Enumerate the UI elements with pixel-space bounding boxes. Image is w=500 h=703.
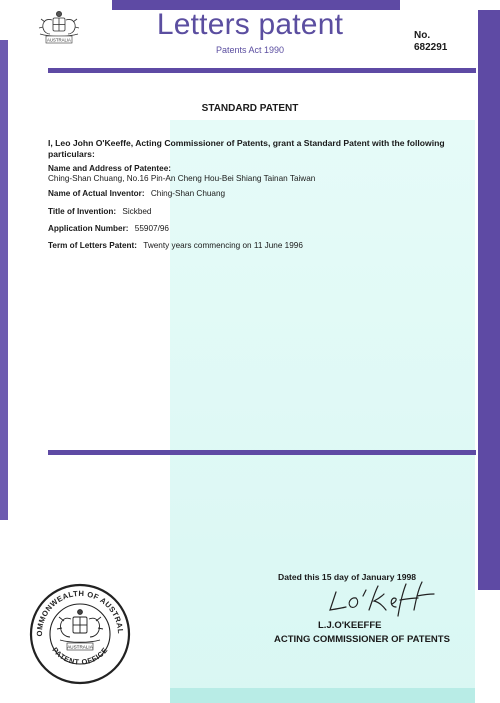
field-inventor-label: Name of Actual Inventor: [48,189,145,198]
field-inventor [48,189,478,199]
right-border-bar [478,10,500,590]
seal-top-text: OMMONWEALTH OF AUSTRAL [34,588,126,637]
bottom-tint-band [170,688,475,703]
patent-number-value: 682291 [414,42,448,53]
date-line: Dated this 15 day of January 1998 [278,572,417,582]
document-subtitle: Patents Act 1990 [215,45,285,55]
field-patentee-value: Ching-Shan Chuang, No.16 Pin-An Cheng Hou-Bei Shiang Tainan Taiwan [48,174,316,183]
field-term-value: Twenty years commencing on 11 June 1996 [143,241,303,250]
field-inventor-value: Ching-Shan Chuang [150,189,226,198]
field-application-number [48,224,478,234]
patent-type-heading: STANDARD PATENT [201,103,299,114]
field-title [48,207,478,217]
seal-inner-text: AUSTRALIA [67,644,93,650]
field-application-number-value: 55907/96 [134,224,169,233]
document-title: Letters patent [156,8,344,41]
handwritten-signature [322,580,442,618]
field-patentee [48,164,478,184]
field-term [48,241,478,251]
patent-number-label: No. [414,30,431,41]
field-title-label: Title of Invention: [48,207,117,216]
top-divider-rule [48,68,476,73]
signer-name: L.J.O'KEEFFE [318,620,382,631]
crest-label: AUSTRALIA [47,37,71,43]
patent-office-seal-icon [28,582,132,686]
seal-bottom-text: PATENT OFFICE [50,645,110,667]
field-application-number-label: Application Number: [48,224,129,233]
field-title-value: Sickbed [122,207,152,216]
field-patentee-label: Name and Address of Patentee: [48,164,171,173]
grant-statement: I, Leo John O'Keeffe, Acting Commissioner of Patents, grant a Standard Patent with the following particulars: [48,138,445,159]
lower-divider-rule [48,450,476,455]
field-term-label: Term of Letters Patent: [48,241,138,250]
signer-title: ACTING COMMISSIONER OF PATENTS [274,634,450,645]
